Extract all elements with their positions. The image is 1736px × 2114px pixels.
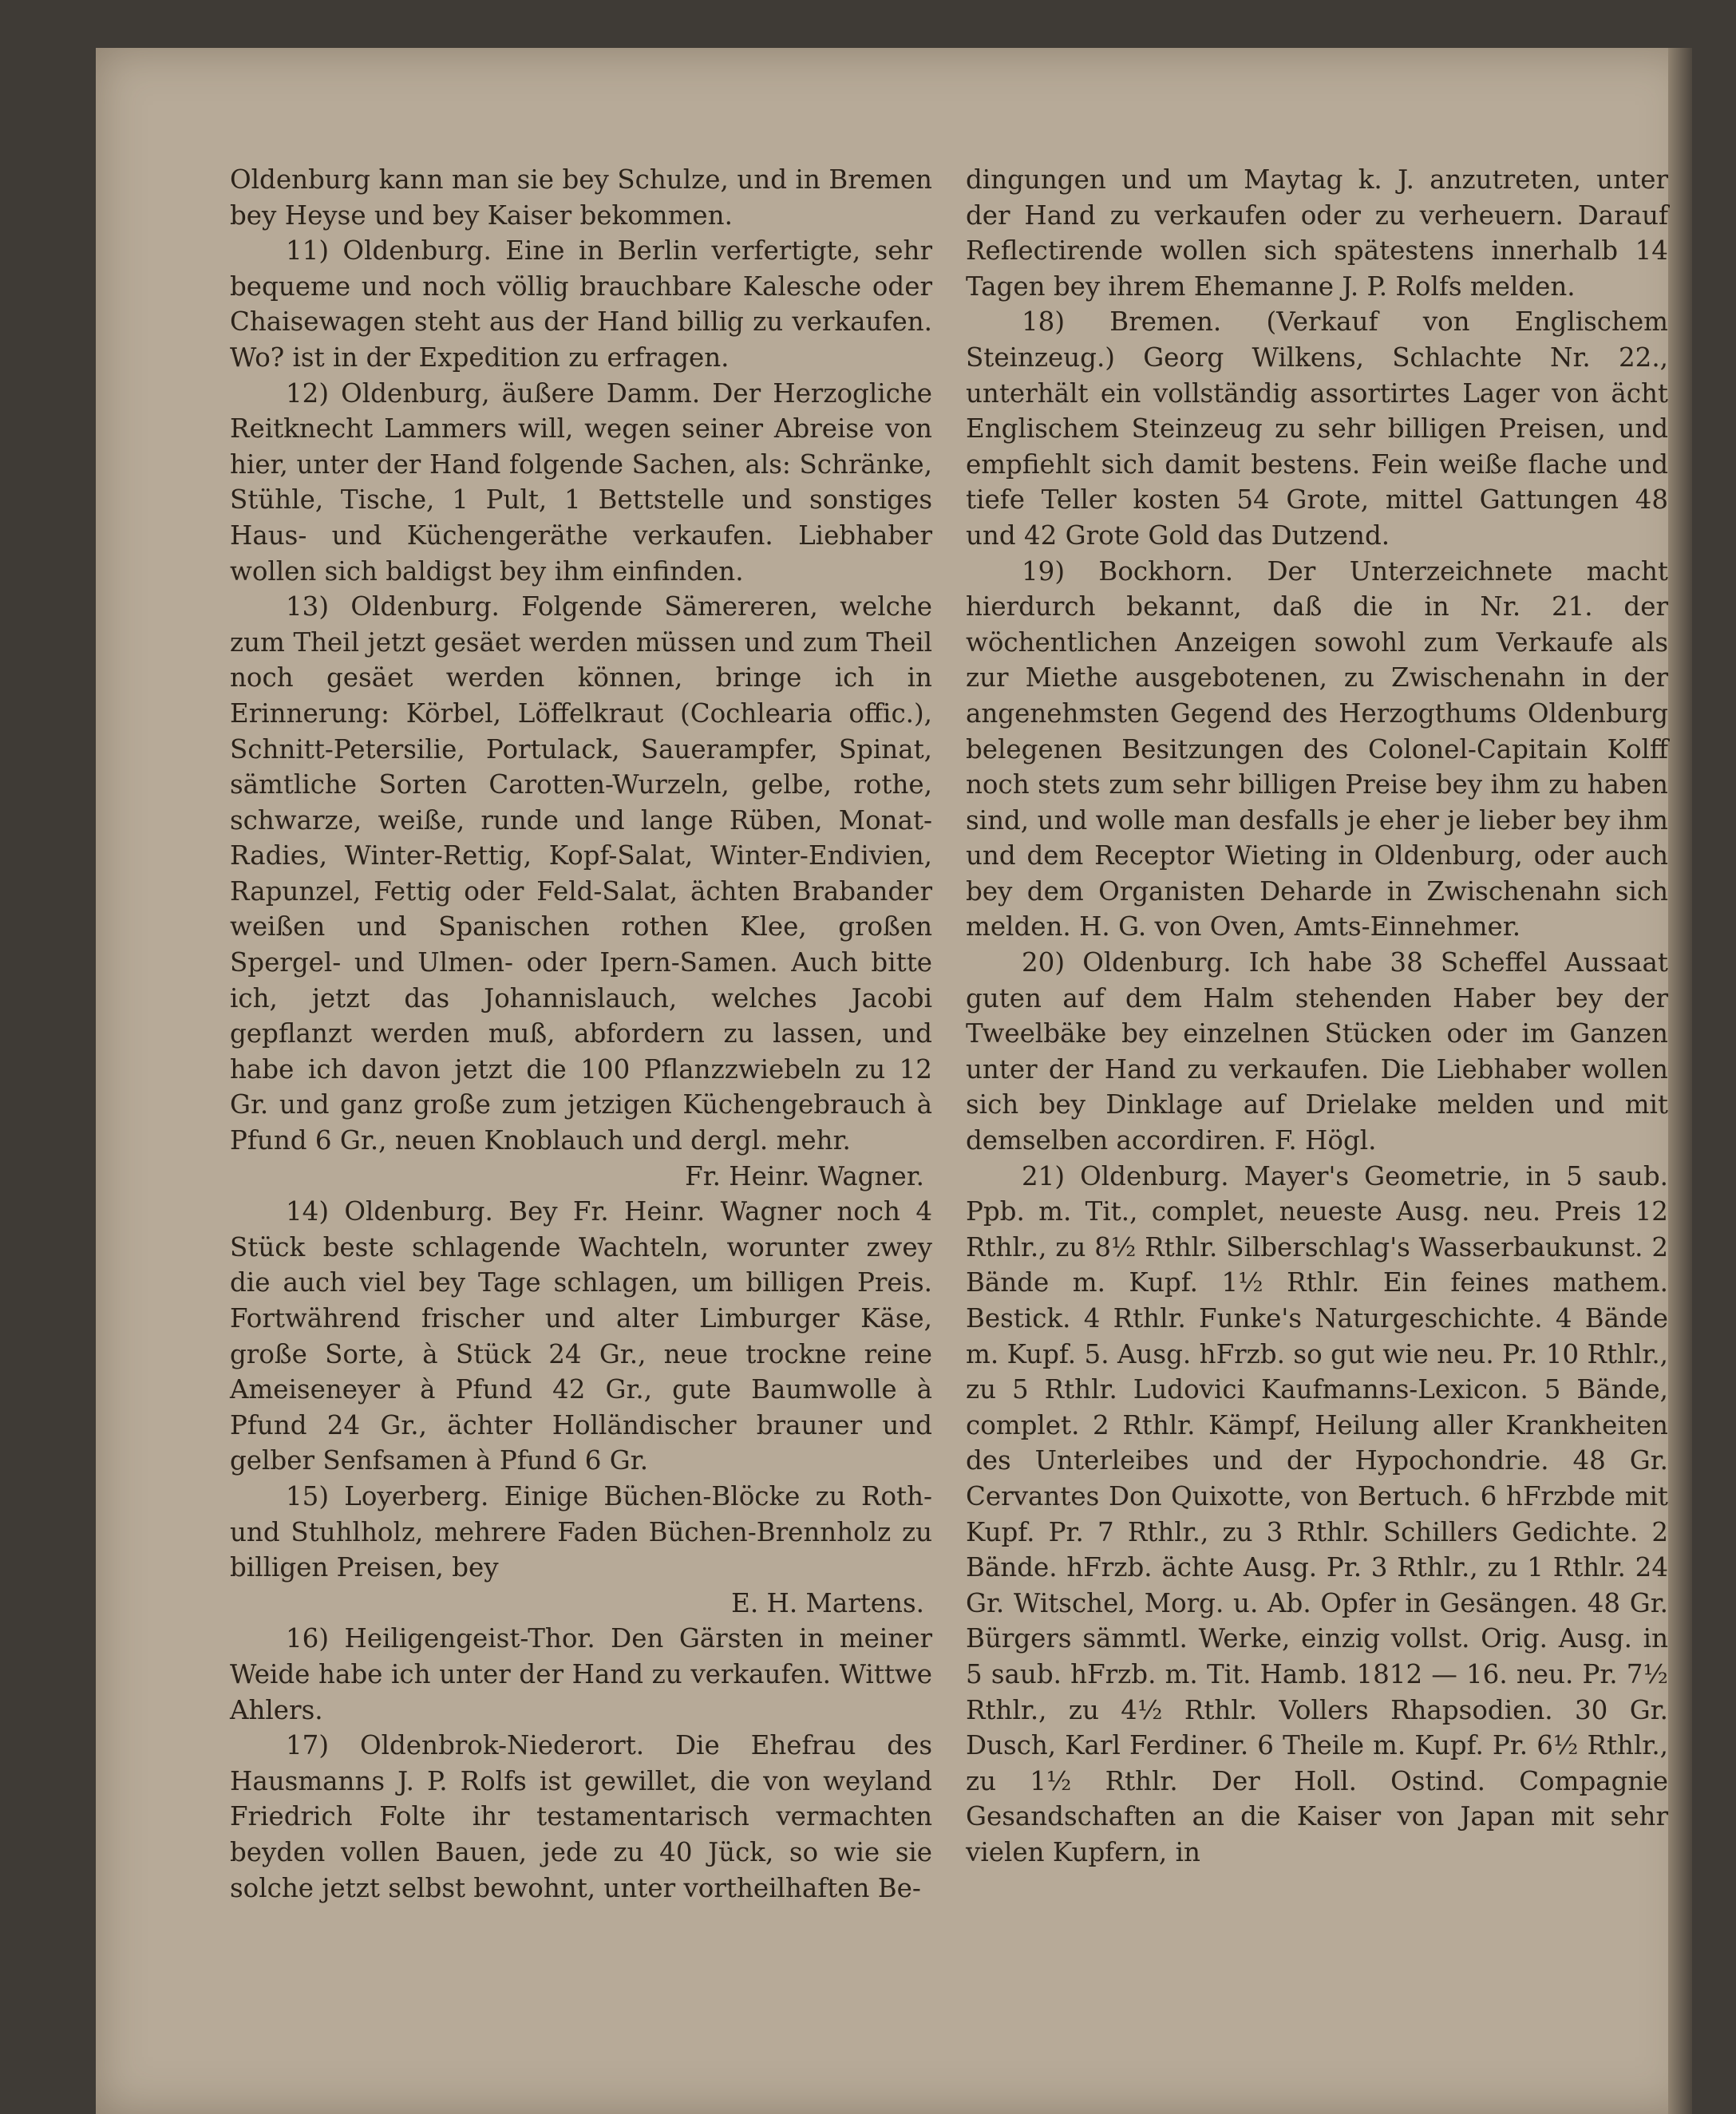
left-column <box>230 162 932 1906</box>
notice-18-bremen-steinzeug: 18) Bremen. (Verkauf von Englischem Steinzeug.) Georg Wilkens, Schlachte Nr. 22., unterhält ein vollständig assortirtes Lager von ächt Englischem Steinzeug zu sehr billigen Preisen, und empfiehlt sich damit bestens. Fein weiße flache und tiefe Teller kosten 54 Grote, mittel Gattungen 48 und 42 Grote Gold das Dutzend. <box>966 306 1668 551</box>
book-gutter <box>1668 48 1692 2114</box>
notice-16-heiligengeist-thor: 16) Heiligengeist-Thor. Den Gärsten in meiner Weide habe ich unter der Hand zu verkaufen. Wittwe Ahlers. <box>230 1623 932 1725</box>
notice-14-oldenburg-wachteln: 14) Oldenburg. Bey Fr. Heinr. Wagner noch 4 Stück beste schlagende Wachteln, worunter zwey die auch viel bey Tage schlagen, um billigen Preis. Fortwährend frischer und alter Limburger Käse, große Sorte, à Stück 24 Gr., neue trockne reine Ameiseneyer à Pfund 42 Gr., gute Baumwolle à Pfund 24 Gr., ächter Holländischer brauner und gelber Senfsamen à Pfund 6 Gr. <box>230 1196 932 1476</box>
notice-17-oldenbrok: 17) Oldenbrok-Niederort. Die Ehefrau des Hausmanns J. P. Rolfs ist gewillet, die von weyland Friedrich Folte ihr testamentarisch vermachten beyden vollen Bauen, jede zu 40 Jück, so wie sie solche jetzt selbst bewohnt, unter vortheilhaften Be- <box>230 1730 932 1903</box>
signature-wagner: Fr. Heinr. Wagner. <box>685 1160 924 1191</box>
notice-15-loyerberg: 15) Loyerberg. Einige Büchen-Blöcke zu Roth- und Stuhlholz, mehrere Faden Büchen-Brennholz zu billigen Preisen, bey <box>230 1480 932 1583</box>
notice-21-oldenburg-buecher: 21) Oldenburg. Mayer's Geometrie, in 5 saub. Ppb. m. Tit., complet, neueste Ausg. neu. Preis 12 Rthlr., zu 8½ Rthlr. Silberschlag's Wasserbaukunst. 2 Bände m. Kupf. 1½ Rthlr. Ein feines mathem. Bestick. 4 Rthlr. Funke's Naturgeschichte. 4 Bände m. Kupf. 5. Ausg. hFrzb. so gut wie neu. Pr. 10 Rthlr., zu 5 Rthlr. Ludovici Kaufmanns-Lexicon. 5 Bände, complet. 2 Rthlr. Kämpf, Heilung aller Krankheiten des Unterleibes und der Hypochondrie. 48 Gr. Cervantes Don Quixotte, von Bertuch. 6 hFrzbde mit Kupf. Pr. 7 Rthlr., zu 3 Rthlr. Schillers Gedichte. 2 Bände. hFrzb. ächte Ausg. Pr. 3 Rthlr., zu 1 Rthlr. 24 Gr. Witschel, Morg. u. Ab. Opfer in Gesängen. 48 Gr. Bürgers sämmtl. Werke, einzig vollst. Orig. Ausg. in 5 saub. hFrzb. m. Tit. Hamb. 1812 — 16. neu. Pr. 7½ Rthlr., zu 4½ Rthlr. Vollers Rhapsodien. 30 Gr. Dusch, Karl Ferdiner. 6 Theile m. Kupf. Pr. 6½ Rthlr., zu 1½ Rthlr. Der Holl. Ostind. Compagnie Gesandschaften an die Kaiser von Japan mit sehr vielen Kupfern, in <box>966 1160 1668 1867</box>
notice-12-oldenburg-lammers: 12) Oldenburg, äußere Damm. Der Herzogliche Reitknecht Lammers will, wegen seiner Abreise von hier, unter der Hand folgende Sachen, als: Schränke, Stühle, Tische, 1 Pult, 1 Bettstelle und sonstiges Haus- und Küchengeräthe verkaufen. Liebhaber wollen sich baldigst bey ihm einfinden. <box>230 377 932 587</box>
paragraph-continuation: dingungen und um Maytag k. J. anzutreten, unter der Hand zu verkaufen oder zu verheuern. Darauf Reflectirende wollen sich spätestens innerhalb 14 Tagen bey ihrem Ehemanne J. P. Rolfs melden. <box>966 164 1668 302</box>
signature-martens: E. H. Martens. <box>731 1587 924 1618</box>
paragraph-continuation: Oldenburg kann man sie bey Schulze, und in Bremen bey Heyse und bey Kaiser bekommen. <box>230 164 932 231</box>
newspaper-page <box>96 48 1692 2114</box>
notice-13-oldenburg-saemereien: 13) Oldenburg. Folgende Sämereren, welche zum Theil jetzt gesäet werden müssen und zum Theil noch gesäet werden können, bringe ich in Erinnerung: Körbel, Löffelkraut (Cochlearia offic.), Schnitt-Petersilie, Portulack, Sauerampfer, Spinat, sämtliche Sorten Carotten-Wurzeln, gelbe, rothe, schwarze, weiße, runde und lange Rüben, Monat-Radies, Winter-Rettig, Kopf-Salat, Winter-Endivien, Rapunzel, Fettig oder Feld-Salat, ächten Brabander weißen und Spanischen rothen Klee, großen Spergel- und Ulmen- oder Ipern-Samen. Auch bitte ich, jetzt das Johannislauch, welches Jacobi gepflanzt werden muß, abfordern zu lassen, und habe ich davon jetzt die 100 Pflanzzwiebeln zu 12 Gr. und ganz große zum jetzigen Küchengebrauch à Pfund 6 Gr., neuen Knoblauch und dergl. mehr. <box>230 591 932 1156</box>
notice-20-oldenburg-haber: 20) Oldenburg. Ich habe 38 Scheffel Aussaat guten auf dem Halm stehenden Haber bey der Tweelbäke bey einzelnen Stücken oder im Ganzen unter der Hand zu verkaufen. Die Liebhaber wollen sich bey Dinklage auf Drielake melden und mit demselben accordiren. F. Högl. <box>966 947 1668 1156</box>
notice-19-bockhorn: 19) Bockhorn. Der Unterzeichnete macht hierdurch bekannt, daß die in Nr. 21. der wöchentlichen Anzeigen sowohl zum Verkaufe als zur Miethe ausgebotenen, zu Zwischenahn in der angenehmsten Gegend des Herzogthums Oldenburg belegenen Besitzungen des Colonel-Capitain Kolff noch stets zum sehr billigen Preise bey ihm zu haben sind, und wolle man desfalls je eher je lieber bey ihm und dem Receptor Wieting in Oldenburg, oder auch bey dem Organisten Deharde in Zwischenahn sich melden. H. G. von Oven, Amts-Einnehmer. <box>966 555 1668 942</box>
notice-11-oldenburg-kalesche: 11) Oldenburg. Eine in Berlin verfertigte, sehr bequeme und noch völlig brauchbare Kalesche oder Chaisewagen steht aus der Hand billig zu verkaufen. Wo? ist in der Expedition zu erfragen. <box>230 235 932 373</box>
right-column <box>966 162 1668 1871</box>
